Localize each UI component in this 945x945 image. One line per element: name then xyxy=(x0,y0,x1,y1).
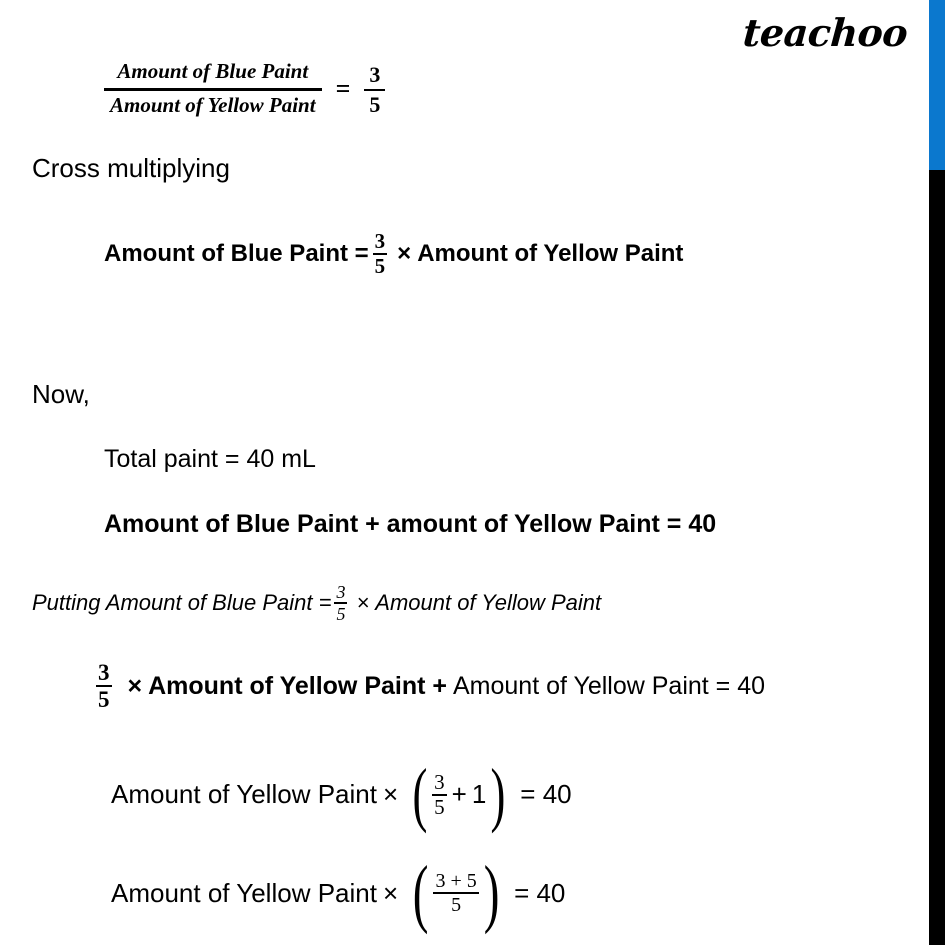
close-paren-icon: ) xyxy=(490,754,506,834)
factored-result: = 40 xyxy=(520,778,572,809)
ratio-numerator: Amount of Blue Paint xyxy=(117,59,309,83)
fraction-numerator: 3 xyxy=(374,229,386,253)
fraction-numerator: 3 xyxy=(98,660,110,685)
common-result: = 40 xyxy=(514,877,566,908)
fraction-denominator: 5 xyxy=(98,687,110,712)
ratio-equation xyxy=(104,58,385,121)
open-paren-icon: ( xyxy=(412,851,429,935)
paren-contents xyxy=(432,769,487,819)
fraction-denominator: 5 xyxy=(374,254,386,278)
blue-paint-equation xyxy=(104,231,683,277)
fraction-numerator: 3 xyxy=(434,769,445,794)
total-paint-text: Total paint = 40 mL xyxy=(104,445,316,473)
fraction-bar xyxy=(104,88,322,91)
putting-substitution-note xyxy=(32,583,601,623)
cross-multiplying-label xyxy=(32,155,230,182)
multiplication-sign: × xyxy=(356,590,370,616)
fraction-denominator: 5 xyxy=(451,894,462,917)
three-fifths-fraction xyxy=(96,661,112,711)
multiplication-sign: × xyxy=(127,671,143,700)
edge-accent-bar-black xyxy=(929,170,945,945)
sum-equation-text: Amount of Blue Paint + amount of Yellow Paint = 40 xyxy=(104,510,717,538)
blue-paint-equation-lhs: Amount of Blue Paint = xyxy=(104,240,369,268)
three-fifths-fraction xyxy=(334,583,347,623)
cross-multiplying-text: Cross multiplying xyxy=(32,153,230,183)
fraction-denominator: 5 xyxy=(434,794,445,819)
addend-one: 1 xyxy=(471,778,487,809)
plus-sign: + xyxy=(451,778,467,809)
ratio-rhs-numerator: 3 xyxy=(369,61,381,87)
putting-prefix: Putting Amount of Blue Paint = xyxy=(32,590,332,616)
now-text: Now, xyxy=(32,379,90,409)
substituted-equation xyxy=(96,661,765,711)
blue-paint-equation-rhs: Amount of Yellow Paint xyxy=(417,240,684,268)
fraction-denominator: 5 xyxy=(336,604,346,624)
fraction-numerator: 3 xyxy=(336,582,346,602)
close-paren-icon: ) xyxy=(483,851,500,935)
teachoo-logo: teachoo xyxy=(741,10,909,55)
multiplication-sign: × xyxy=(397,240,412,268)
total-paint-statement xyxy=(104,446,316,472)
multiplication-sign: × xyxy=(382,877,399,908)
blue-over-yellow-fraction xyxy=(104,58,322,121)
fraction-numerator: 3 + 5 xyxy=(435,870,477,893)
common-denominator-equation xyxy=(111,851,566,935)
fraction-bar xyxy=(364,89,385,91)
factored-prefix: Amount of Yellow Paint xyxy=(111,778,377,809)
substituted-regular-part: Amount of Yellow Paint = 40 xyxy=(453,671,766,700)
three-fifths-fraction xyxy=(364,62,385,118)
now-label xyxy=(32,381,90,408)
edge-accent-bar-blue xyxy=(929,0,945,170)
equals-sign: = xyxy=(335,73,351,103)
open-paren-icon: ( xyxy=(412,754,428,834)
sum-equation xyxy=(104,511,716,537)
common-prefix: Amount of Yellow Paint xyxy=(111,877,377,908)
parenthesized-group xyxy=(408,754,510,834)
parenthesized-group xyxy=(408,851,504,935)
paren-contents xyxy=(433,871,478,915)
substituted-bold-part: Amount of Yellow Paint + xyxy=(148,671,447,700)
ratio-rhs-denominator: 5 xyxy=(369,91,381,117)
ratio-denominator: Amount of Yellow Paint xyxy=(110,93,316,117)
multiplication-sign: × xyxy=(382,778,399,809)
three-fifths-fraction xyxy=(373,231,388,277)
factored-equation xyxy=(111,754,572,834)
three-fifths-fraction xyxy=(432,769,447,819)
three-plus-five-over-five-fraction xyxy=(433,871,478,915)
putting-suffix: Amount of Yellow Paint xyxy=(375,590,602,616)
